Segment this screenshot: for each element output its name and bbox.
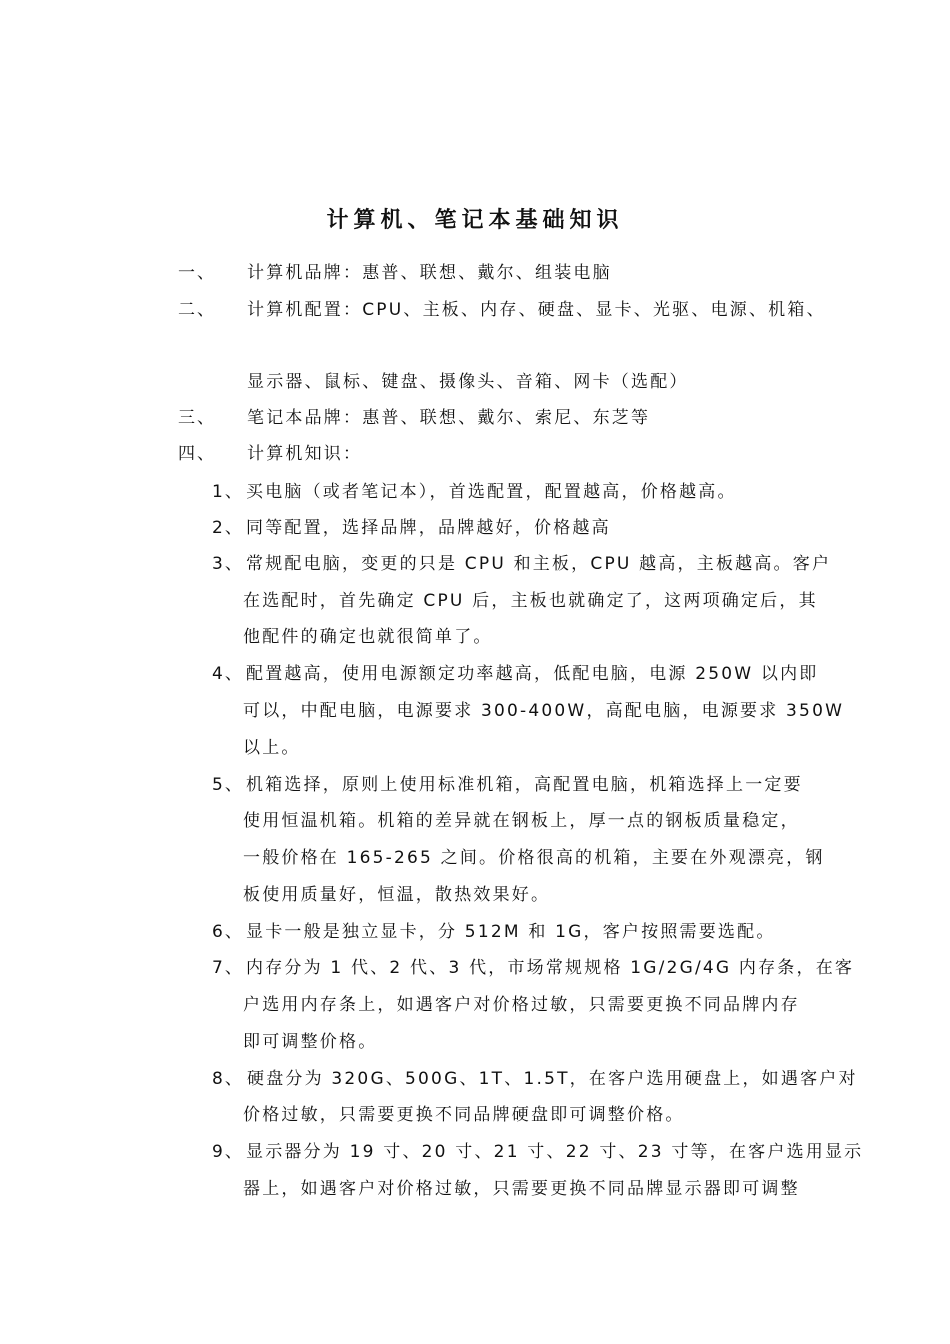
section-marker: 一、 — [178, 263, 216, 283]
list-item-line: 同等配置，选择品牌，品牌越好，价格越高 — [246, 518, 611, 538]
section-marker: 三、 — [178, 408, 216, 428]
list-item-line: 内存分为 1 代、2 代、3 代，市场常规规格 1G/2G/4G 内存条，在客 — [246, 958, 855, 978]
list-item-line: 他配件的确定也就很简单了。 — [243, 627, 493, 647]
list-item-line: 器上，如遇客户对价格过敏，只需要更换不同品牌显示器即可调整 — [243, 1179, 800, 1199]
list-item-line: 以上。 — [243, 738, 301, 758]
list-item-number: 8、 — [212, 1069, 244, 1089]
list-item-number: 2、 — [212, 518, 244, 538]
list-item-line: 户选用内存条上，如遇客户对价格过敏，只需要更换不同品牌内存 — [243, 995, 800, 1015]
list-item-line: 买电脑（或者笔记本），首选配置，配置越高，价格越高。 — [246, 482, 737, 502]
list-item-number: 3、 — [212, 554, 244, 574]
list-item-line: 板使用质量好，恒温，散热效果好。 — [243, 885, 551, 905]
section-marker: 二、 — [178, 300, 216, 320]
list-item-line: 可以，中配电脑，电源要求 300-400W，高配电脑，电源要求 350W — [243, 701, 845, 721]
list-item-number: 1、 — [212, 482, 244, 502]
list-item-number: 5、 — [212, 775, 244, 795]
list-item-line: 机箱选择，原则上使用标准机箱，高配置电脑，机箱选择上一定要 — [246, 775, 803, 795]
section-text: 笔记本品牌：惠普、联想、戴尔、索尼、东芝等 — [247, 408, 651, 428]
list-item-line: 价格过敏，只需要更换不同品牌硬盘即可调整价格。 — [243, 1105, 685, 1125]
list-item-number: 4、 — [212, 664, 244, 684]
list-item-line: 常规配电脑，变更的只是 CPU 和主板，CPU 越高，主板越高。客户 — [246, 554, 832, 574]
list-item-line: 即可调整价格。 — [243, 1032, 378, 1052]
list-item-number: 9、 — [212, 1142, 244, 1162]
list-item-line: 硬盘分为 320G、500G、1T、1.5T，在客户选用硬盘上，如遇客户对 — [247, 1069, 858, 1089]
section-text: 计算机配置：CPU、主板、内存、硬盘、显卡、光驱、电源、机箱、 — [247, 300, 826, 320]
list-item-line: 显卡一般是独立显卡，分 512M 和 1G，客户按照需要选配。 — [246, 922, 776, 942]
document-title: 计算机、笔记本基础知识 — [326, 208, 624, 233]
list-item-line: 使用恒温机箱。机箱的差异就在钢板上，厚一点的钢板质量稳定， — [243, 811, 800, 831]
list-item-line: 显示器分为 19 寸、20 寸、21 寸、22 寸、23 寸等，在客户选用显示 — [246, 1142, 864, 1162]
section-marker: 四、 — [178, 444, 216, 464]
list-item-line: 在选配时，首先确定 CPU 后，主板也就确定了，这两项确定后，其 — [243, 591, 818, 611]
list-item-line: 配置越高，使用电源额定功率越高，低配电脑，电源 250W 以内即 — [246, 664, 819, 684]
section-text: 计算机知识： — [247, 444, 363, 464]
section-text-continuation: 显示器、鼠标、键盘、摄像头、音箱、网卡（选配） — [247, 372, 689, 392]
list-item-number: 7、 — [212, 958, 244, 978]
section-text: 计算机品牌：惠普、联想、戴尔、组装电脑 — [247, 263, 612, 283]
list-item-number: 6、 — [212, 922, 244, 942]
list-item-line: 一般价格在 165-265 之间。价格很高的机箱，主要在外观漂亮，钢 — [243, 848, 825, 868]
